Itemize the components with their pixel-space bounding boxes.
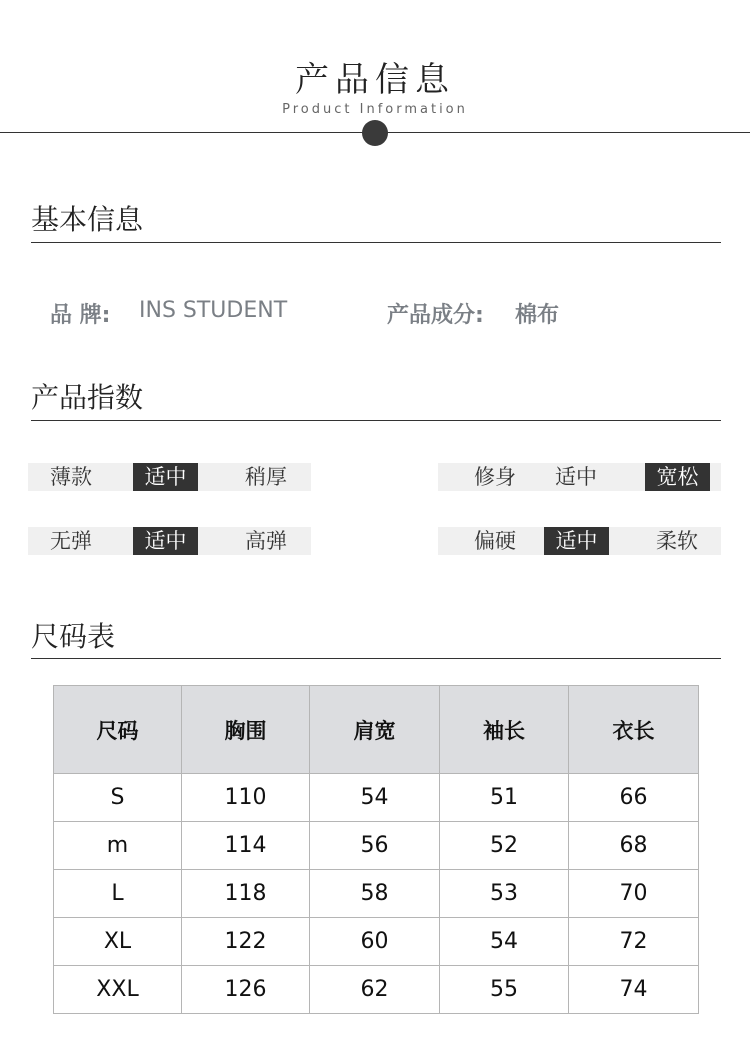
cell-chest: 122: [182, 918, 310, 966]
cell-size: S: [54, 774, 182, 822]
fit-index-bar: [438, 463, 721, 491]
cell-length: 66: [569, 774, 699, 822]
softness-option-soft: 柔软: [656, 529, 698, 553]
thickness-option-thick: 稍厚: [245, 465, 287, 489]
cell-shoulder: 60: [310, 918, 440, 966]
header-size: 尺码: [54, 686, 182, 774]
table-row: [54, 774, 699, 822]
thickness-index-bar: [28, 463, 311, 491]
index-divider: [31, 420, 721, 421]
cell-length: 68: [569, 822, 699, 870]
elasticity-option-high: 高弹: [245, 529, 287, 553]
softness-option-hard: 偏硬: [474, 529, 516, 553]
basic-info-divider: [31, 242, 721, 243]
cell-size: XXL: [54, 966, 182, 1014]
size-chart-title: 尺码表: [31, 620, 116, 653]
cell-length: 74: [569, 966, 699, 1014]
composition-value: 棉布: [515, 303, 560, 328]
cell-shoulder: 62: [310, 966, 440, 1014]
cell-size: L: [54, 870, 182, 918]
elasticity-option-none: 无弹: [50, 529, 92, 553]
header-shoulder: 肩宽: [310, 686, 440, 774]
table-row: [54, 870, 699, 918]
brand-label: 品 牌:: [50, 303, 111, 328]
cell-sleeve: 55: [440, 966, 569, 1014]
elasticity-option-medium-selected: 适中: [133, 527, 198, 555]
cell-shoulder: 56: [310, 822, 440, 870]
softness-option-medium-selected: 适中: [544, 527, 609, 555]
cell-sleeve: 52: [440, 822, 569, 870]
cell-shoulder: 54: [310, 774, 440, 822]
cell-chest: 110: [182, 774, 310, 822]
thickness-option-medium-selected: 适中: [133, 463, 198, 491]
header-dot-ornament: [362, 120, 388, 146]
cell-sleeve: 54: [440, 918, 569, 966]
softness-index-bar: [438, 527, 721, 555]
fit-option-regular: 适中: [555, 465, 597, 489]
header-chest: 胸围: [182, 686, 310, 774]
header-sleeve: 袖长: [440, 686, 569, 774]
brand-value: INS STUDENT: [139, 298, 288, 323]
fit-option-loose-selected: 宽松: [645, 463, 710, 491]
cell-shoulder: 58: [310, 870, 440, 918]
cell-chest: 126: [182, 966, 310, 1014]
table-row: [54, 822, 699, 870]
cell-sleeve: 51: [440, 774, 569, 822]
size-chart-header-row: [54, 686, 699, 774]
fit-option-slim: 修身: [474, 465, 516, 489]
index-title: 产品指数: [31, 381, 144, 414]
cell-length: 72: [569, 918, 699, 966]
composition-label: 产品成分:: [387, 303, 484, 328]
cell-length: 70: [569, 870, 699, 918]
size-chart-table: [53, 685, 699, 1014]
table-row: [54, 918, 699, 966]
cell-chest: 114: [182, 822, 310, 870]
elasticity-index-bar: [28, 527, 311, 555]
cell-chest: 118: [182, 870, 310, 918]
page-subtitle: Product Information: [282, 102, 468, 117]
header-length: 衣长: [569, 686, 699, 774]
cell-size: XL: [54, 918, 182, 966]
table-row: [54, 966, 699, 1014]
basic-info-title: 基本信息: [31, 203, 144, 236]
cell-size: m: [54, 822, 182, 870]
page-title: 产品信息: [295, 60, 455, 100]
thickness-option-thin: 薄款: [50, 465, 92, 489]
size-chart-divider: [31, 658, 721, 659]
cell-sleeve: 53: [440, 870, 569, 918]
